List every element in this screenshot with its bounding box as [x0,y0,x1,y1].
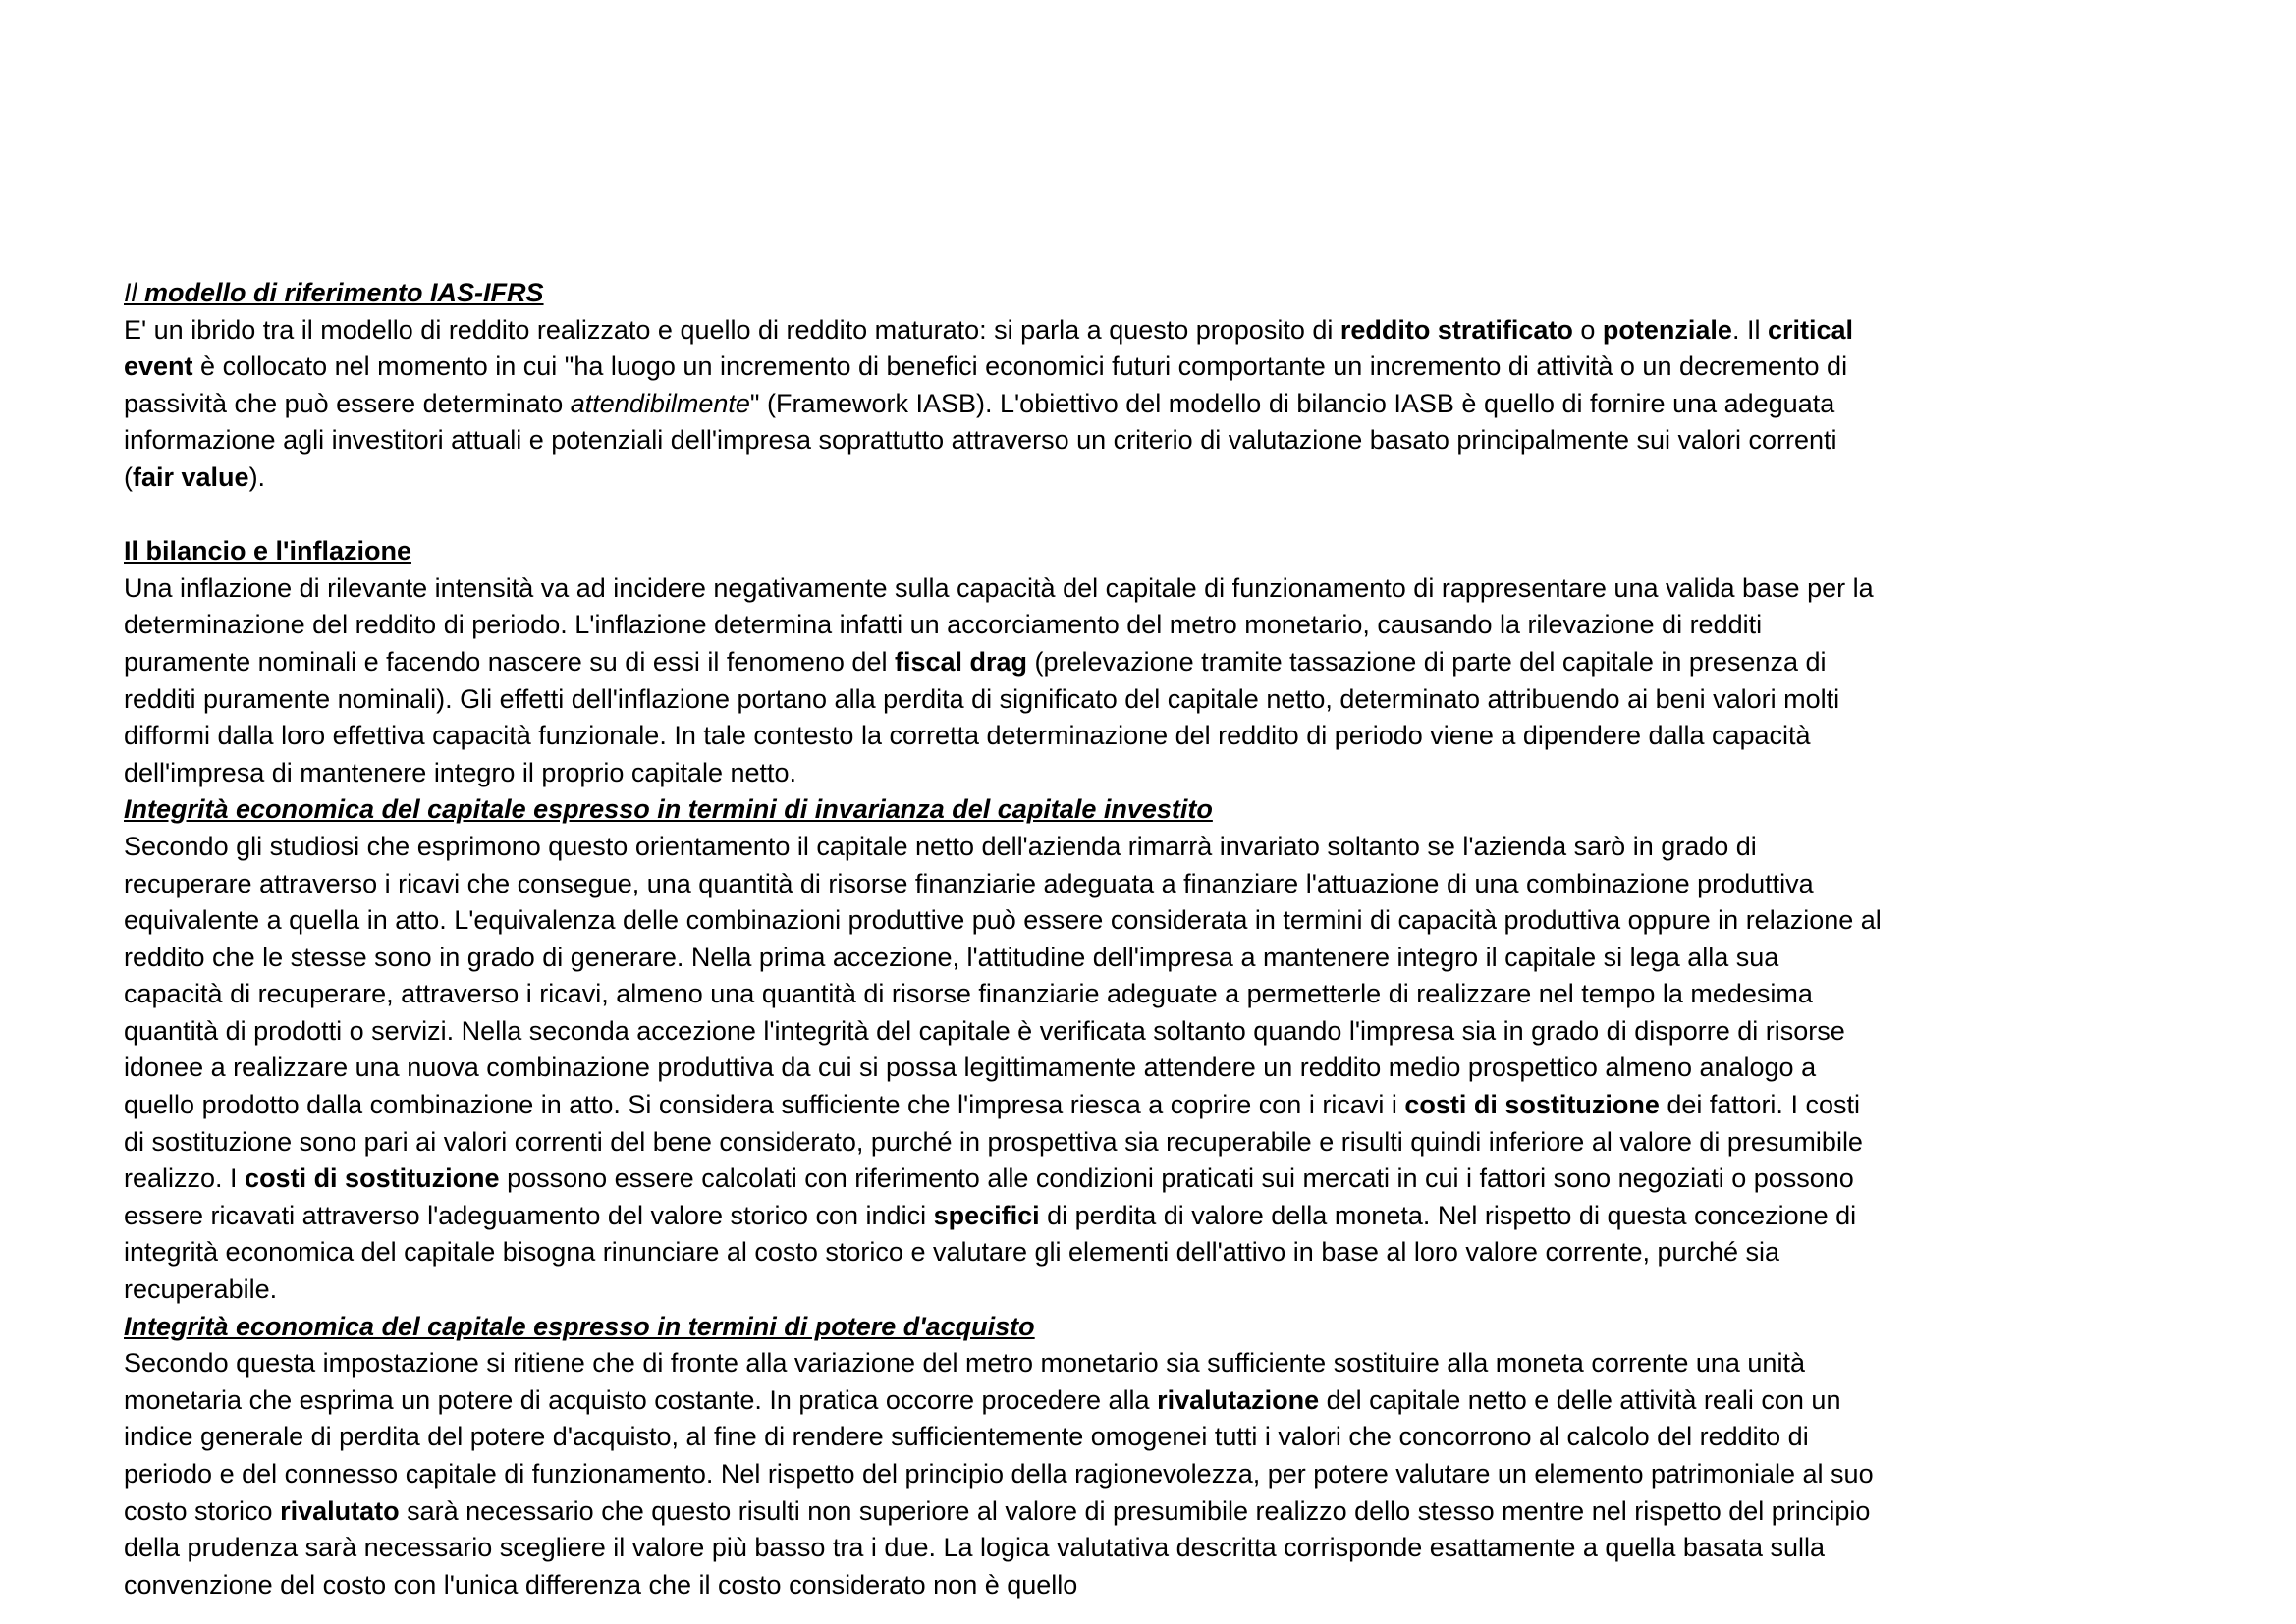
document-body [124,275,1882,1603]
text-run: Secondo questa impostazione si ritiene che di fronte alla variazione del metro monetario sia sufficiente sostituire alla moneta corrente una unità monetaria che esprima un potere di acquisto costante. In pratica occorre procedere alla [124,1348,1805,1415]
text-run: è collocato nel momento in cui "ha luogo un incremento di benefici economici futuri comportante un incremento di attività o un decremento di passività che può essere determinato [124,352,1848,418]
paragraph-gap [124,497,1882,534]
section-heading-inflazione: Il bilancio e l'inflazione [124,536,411,567]
bold-term: rivalutato [280,1495,400,1526]
text-run: o [1572,314,1603,345]
text-run: Una inflazione di rilevante intensità va ad incidere negativamente sulla capacità del capitale di funzionamento di rappresentare una valida base per la determinazione del reddito di periodo. L'inflazione determina infatti un accorciamento del metro monetario, causando la rilevazione di redditi puramente nominali e facendo nascere su di essi il fenomeno del [124,572,1874,677]
text-run: Secondo gli studiosi che esprimono questo orientamento il capitale netto dell'azienda rimarrà invariato soltanto se l'azienda sarò in grado di recuperare attraverso i ricavi che consegue, una quantità di risorse finanziarie adeguata a finanziare l'attuazione di una combinazione produttiva equivalente a quella in atto. L'equivalenza delle combinazioni produttive può essere considerata in termini di capacità produttiva oppure in relazione al reddito che le stesse sono in grado di generare. Nella prima accezione, l'attitudine dell'impresa a mantenere integro il capitale si lega alla sua capacità di recuperare, attraverso i ricavi, almeno una quantità di risorse finanziarie adeguate a permetterle di realizzare nel tempo la medesima quantità di prodotti o servizi. Nella seconda accezione l'integrità del capitale è verificata soltanto quando l'impresa sia in grado di disporre di risorse idonee a realizzare una nuova combinazione produttiva da cui si possa legittimamente attendere un reddito medio prospettico almeno analogo a quello prodotto dalla combinazione in atto. Si considera sufficiente che l'impresa riesca a coprire con i ricavi i [124,831,1882,1120]
text-run: dei fattori. I costi di sostituzione sono pari ai valori correnti del bene considerato, purché in prospettiva sia recuperabile e risulti quindi inferiore al valore di presumibile realizzo. I [124,1090,1863,1194]
section-heading-ias-ifrs [124,275,1882,312]
text-run: " (Framework IASB). L'obiettivo del modello di bilancio IASB è quello di fornire una adeguata informazione agli investitori attuali e potenziali dell'impresa soprattutto attraverso un criterio di valutazione basato principalmente sui valori correnti ( [124,388,1837,492]
bold-term: rivalutazione [1157,1384,1320,1415]
bold-term: costi di sostituzione [245,1164,500,1194]
bold-term: reddito stratificato [1339,314,1573,345]
paragraph-ias-ifrs [124,312,1882,497]
paragraph-potere-acquisto [124,1345,1882,1603]
italic-term: attendibilmente [570,388,750,418]
section-heading-potere-acquisto: Integrità economica del capitale espresso in termini di potere d'acquisto [124,1311,1035,1341]
text-run: sarà necessario che questo risulti non superiore al valore di presumibile realizzo dello stesso mentre nel rispetto del principio della prudenza sarà necessario scegliere il valore più basso tra i due. La logica valutativa descritta corrisponde esattamente a quella basata sulla convenzione del costo con l'unica differenza che il costo considerato non è quello [124,1495,1871,1599]
bold-term: fair value [133,461,249,492]
text-run: ). [248,461,266,492]
bold-term: costi di sostituzione [1404,1090,1660,1120]
bold-term: specifici [933,1200,1040,1230]
text-run: del capitale netto e delle attività reali con un indice generale di perdita del potere d'acquisto, al fine di rendere sufficientemente omogenei tutti i valori che concorrono al calcolo del reddito di periodo e del connesso capitale di funzionamento. Nel rispetto del principio della ragionevolezza, per potere valutare un elemento patrimoniale al suo costo storico [124,1384,1874,1526]
bold-term: critical event [124,314,1854,382]
text-run: possono essere calcolati con riferimento alle condizioni praticati sui mercati in cui i fattori sono negoziati o possono essere ricavati attraverso l'adeguamento del valore storico con indici [124,1164,1854,1230]
paragraph-capitale-investito [124,829,1882,1309]
text-run: . Il [1731,314,1768,345]
section-heading-capitale-investito: Integrità economica del capitale espresso in termini di invarianza del capitale investito [124,794,1213,825]
text-run: di perdita di valore della moneta. Nel rispetto di questa concezione di integrità economica del capitale bisogna rinunciare al costo storico e valutare gli elementi dell'attivo in base al loro valore corrente, purché sia recuperabile. [124,1200,1857,1305]
heading-prefix: Il [124,278,145,307]
bold-term: potenziale [1602,314,1732,345]
paragraph-inflazione [124,570,1882,792]
heading-text: modello di riferimento IAS-IFRS [144,278,544,307]
text-run: (prelevazione tramite tassazione di parte del capitale in presenza di redditi puramente nominali). Gli effetti dell'inflazione portano alla perdita di significato del capitale netto, determinato attribuendo ai beni valori molti difformi dalla loro effettiva capacità funzionale. In tale contesto la corretta determinazione del reddito di periodo viene a dipendere dalla capacità dell'impresa di mantenere integro il proprio capitale netto. [124,646,1840,787]
text-run: E' un ibrido tra il modello di reddito realizzato e quello di reddito maturato: si parla a questo proposito di [124,314,1340,345]
bold-term: fiscal drag [894,646,1028,677]
